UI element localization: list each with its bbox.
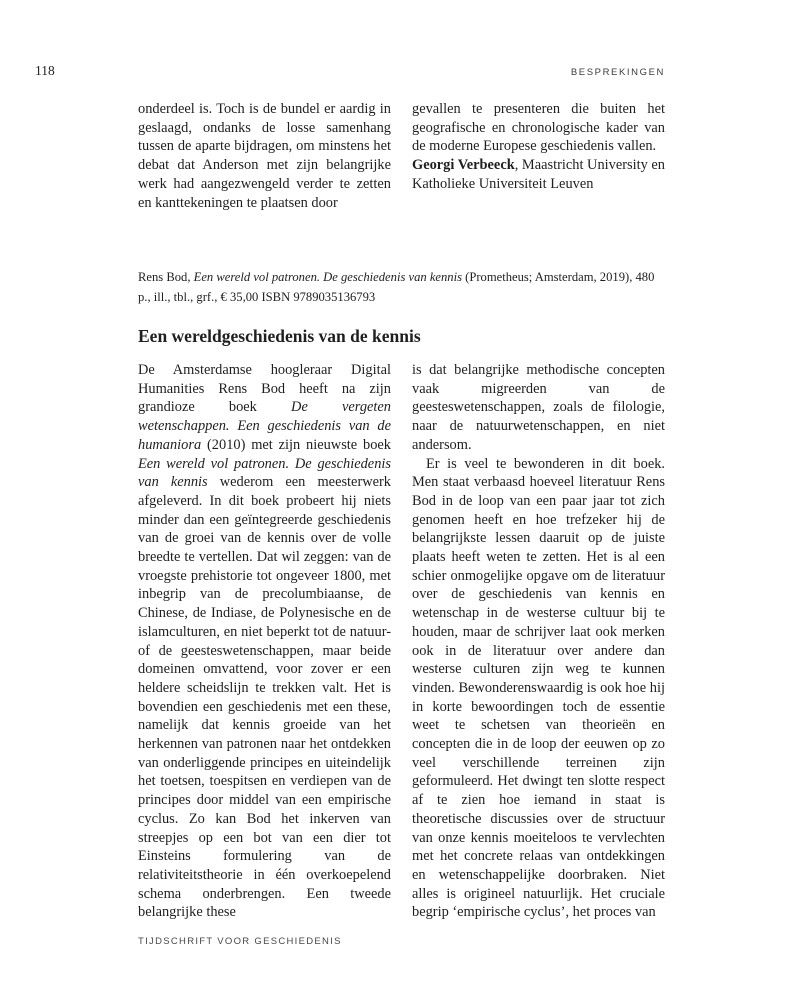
- prev-review-paragraph: onderdeel is. Toch is de bundel er aardig in geslaagd, ondanks de losse samenhang tussen de aparte bijdragen, om minstens het debat dat Anderson met zijn belangrijke werk had aangezwengeld verder te zetten en kanttekeningen te plaatsen door: [138, 101, 391, 211]
- prev-review-right-column: [412, 100, 665, 212]
- prev-review-left-column: [138, 100, 391, 212]
- page-number: 118: [35, 63, 55, 78]
- journal-name: TIJDSCHRIFT VOOR GESCHIEDENIS: [138, 936, 342, 947]
- citation-details: (Prometheus; Amsterdam, 2019), 480 p., ill., tbl., grf., € 35,00 ISBN 9789035136793: [138, 270, 655, 304]
- reviewer-name: Georgi Verbeeck: [412, 157, 515, 174]
- review-body: [138, 361, 665, 922]
- review-heading: Een wereldgeschiedenis van de kennis: [138, 326, 421, 346]
- previous-review-ending: [138, 100, 665, 212]
- reviewer-signature: [412, 156, 665, 193]
- review-right-column: [412, 361, 665, 922]
- review-paragraph: De Amsterdamse hoogleraar Digital Humanities Rens Bod heeft na zijn grandioze boek De vergeten wetenschappen. Een geschiedenis van de humaniora (2010) met zijn nieuwste boek Een wereld vol patronen. De geschiedenis van kennis wederom een meesterwerk afgeleverd. In dit boek probeert hij niets minder dan een geïntegreerde geschiedenis van de groei van de kennis over de volle breedte te vertellen. Dat wil zeggen: van de vroegste prehistorie tot ongeveer 1800, met inbegrip van de precolumbiaanse, de Chinese, de Indiase, de Polynesische en de islamculturen, en niet beperkt tot de natuur- of de geesteswetenschappen, maar beide domeinen omvattend, voor zover er een heldere scheidslijn te trekken valt. Het is bovendien een geschiedenis met een these, namelijk dat kennis groeide van het herkennen van patronen naar het ontdekken van onderliggende principes en uiteindelijk het toetsen, toespitsen en verdiepen van de principes door middel van een empirische cyclus. Zo kan Bod het inkerven van streepjes op een bot van een dier tot Einsteins formulering van de relativiteitstheorie in één overkoepelend schema onderbrengen. Een tweede belangrijke these: [138, 362, 391, 921]
- review-paragraph: Er is veel te bewonderen in dit boek. Men staat verbaasd hoeveel literatuur Rens Bod in de loop van een paar jaar tot zich genomen heeft en hoe trefzeker hij de belangrijkste lessen daaruit op de juiste plaats heeft weten te zetten. Het is al een schier onmogelijke opgave om de literatuur over de geschiedenis van kennis en wetenschap in de westerse cultuur bij te houden, maar de schrijver laat ook merken ook in de literatuur over andere dan westerse culturen zijn weg te kunnen vinden. Bewonderenswaardig is ook hoe hij in korte bewoordingen toch de essentie weet te schetsen van theorieën en concepten die in de loop der eeuwen op zo veel verschillende terreinen zijn geformuleerd. Het dwingt ten slotte respect af te zien hoe iemand in staat is theoretische discussies over de structuur van onze kennis moeiteloos te vervlechten met het concrete relaas van ontdekkingen en wetenschappelijke doorbraken. Niet alles is origineel natuurlijk. Het cruciale begrip ‘empirische cyclus’, het proces van: [412, 455, 665, 921]
- reviewer-affiliation: , Maastricht University en Katholieke Universiteit Leuven: [412, 157, 665, 192]
- citation-title: Een wereld vol patronen. De geschiedenis van kennis: [193, 270, 462, 284]
- prev-review-paragraph: gevallen te presenteren die buiten het geografische en chronologische kader van de moderne Europese geschiedenis vallen.: [412, 101, 665, 155]
- review-paragraph: is dat belangrijke methodische concepten vaak migreerden van de geesteswetenschappen, zoals de filologie, naar de natuurwetenschappen, en niet andersom.: [412, 362, 665, 453]
- review-left-column: [138, 361, 391, 922]
- citation-authors: Rens Bod,: [138, 270, 194, 284]
- section-label: BESPREKINGEN: [570, 67, 665, 78]
- page-header: [35, 63, 665, 79]
- page-footer: [138, 936, 342, 947]
- book-citation: [138, 268, 665, 307]
